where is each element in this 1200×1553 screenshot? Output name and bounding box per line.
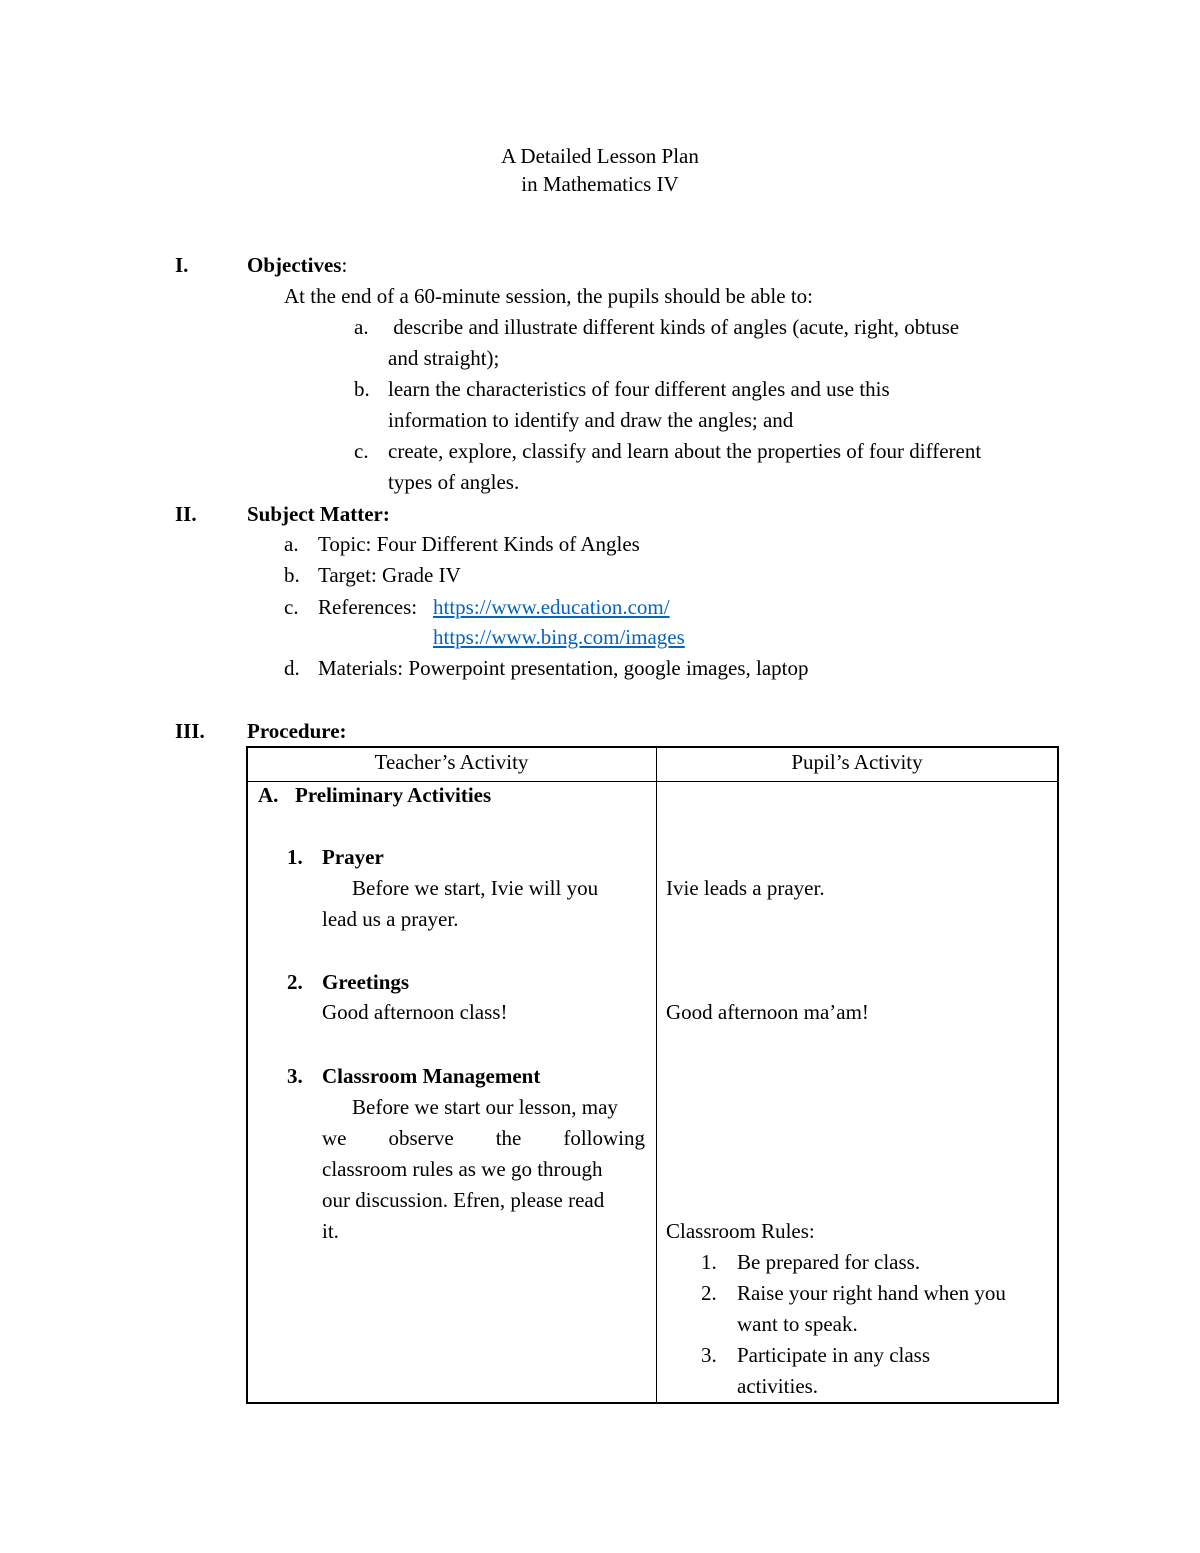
- rule-number: 3.: [701, 1343, 717, 1367]
- activity-title-classroom-management: Classroom Management: [322, 1064, 541, 1088]
- section-heading-subject-matter: Subject Matter:: [247, 502, 390, 526]
- activity-number: 3.: [287, 1064, 303, 1088]
- teacher-management-text: it.: [322, 1219, 339, 1243]
- activity-title-prayer: Prayer: [322, 845, 384, 869]
- activity-section-title: Preliminary Activities: [295, 783, 492, 807]
- pupil-rules-heading: Classroom Rules:: [666, 1219, 815, 1243]
- objective-line: and straight);: [388, 346, 500, 370]
- table-header-pupil: Pupil’s Activity: [791, 750, 923, 774]
- section-numeral-subject-matter: II.: [175, 502, 197, 526]
- table-header-divider: [248, 781, 1057, 782]
- rule-number: 2.: [701, 1281, 717, 1305]
- rule-text: activities.: [737, 1374, 819, 1398]
- objective-marker: b.: [354, 377, 370, 401]
- pupil-greeting-text: Good afternoon ma’am!: [666, 1000, 869, 1024]
- activity-number: 2.: [287, 970, 303, 994]
- teacher-prayer-text: lead us a prayer.: [322, 907, 459, 931]
- activity-section-marker: A.: [258, 783, 279, 807]
- reference-link-education[interactable]: https://www.education.com/: [433, 595, 670, 619]
- table-header-teacher: Teacher’s Activity: [374, 750, 529, 774]
- rule-text: want to speak.: [737, 1312, 858, 1336]
- rule-text: Be prepared for class.: [737, 1250, 921, 1274]
- objective-line: learn the characteristics of four different angles and use this: [388, 377, 890, 401]
- section-heading-objectives: Objectives:: [247, 253, 348, 277]
- subject-materials: Materials: Powerpoint presentation, google images, laptop: [318, 656, 809, 680]
- objective-line: types of angles.: [388, 470, 520, 494]
- subject-marker: a.: [284, 532, 299, 556]
- teacher-management-text: our discussion. Efren, please read: [322, 1188, 605, 1212]
- subject-references-label: References:: [318, 595, 423, 619]
- subject-target: Target: Grade IV: [318, 563, 461, 587]
- pupil-prayer-text: Ivie leads a prayer.: [666, 876, 825, 900]
- rule-text: Raise your right hand when you: [737, 1281, 1006, 1305]
- teacher-greeting-text: Good afternoon class!: [322, 1000, 508, 1024]
- objective-line: create, explore, classify and learn about the properties of four different: [388, 439, 982, 463]
- teacher-management-text: classroom rules as we go through: [322, 1157, 603, 1181]
- subject-marker: d.: [284, 656, 300, 680]
- table-column-divider: [656, 748, 657, 1402]
- section-numeral-procedure: III.: [175, 719, 205, 743]
- rule-text: Participate in any class: [737, 1343, 931, 1367]
- activity-title-greetings: Greetings: [322, 970, 410, 994]
- objective-marker: a.: [354, 315, 369, 339]
- teacher-management-text: Before we start our lesson, may: [352, 1095, 618, 1119]
- objective-line: information to identify and draw the angles; and: [388, 408, 794, 432]
- document-subtitle: in Mathematics IV: [521, 172, 679, 196]
- section-numeral-objectives: I.: [175, 253, 189, 277]
- reference-link-bing[interactable]: https://www.bing.com/images: [433, 625, 685, 649]
- subject-marker: c.: [284, 595, 299, 619]
- document-title: A Detailed Lesson Plan: [501, 144, 699, 168]
- subject-topic: Topic: Four Different Kinds of Angles: [318, 532, 640, 556]
- subject-marker: b.: [284, 563, 300, 587]
- section-heading-procedure: Procedure:: [247, 719, 347, 743]
- objective-marker: c.: [354, 439, 369, 463]
- objective-line: describe and illustrate different kinds of angles (acute, right, obtuse: [388, 315, 960, 339]
- activity-number: 1.: [287, 845, 303, 869]
- teacher-prayer-text: Before we start, Ivie will you: [352, 876, 599, 900]
- objectives-intro: At the end of a 60-minute session, the pupils should be able to:: [284, 284, 813, 308]
- rule-number: 1.: [701, 1250, 717, 1274]
- teacher-management-text: we observe the following: [322, 1126, 645, 1150]
